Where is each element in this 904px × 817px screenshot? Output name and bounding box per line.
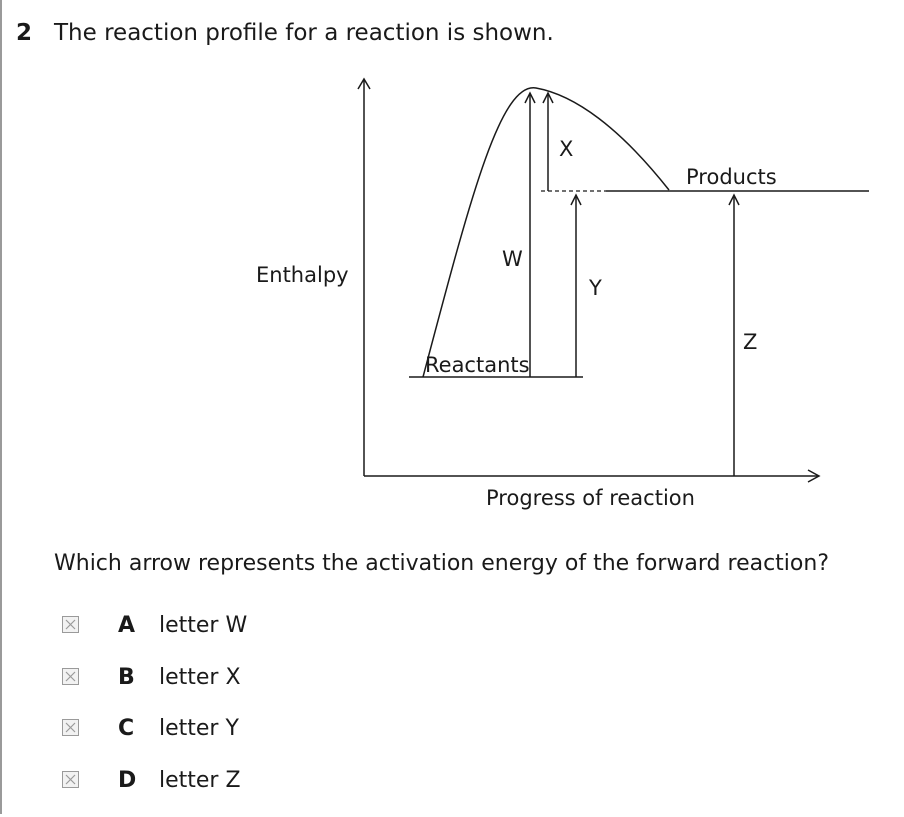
checkbox-cross-icon — [63, 669, 78, 684]
option-d-text: letter Z — [159, 766, 241, 796]
option-c-letter: C — [118, 714, 159, 744]
option-a-letter: A — [118, 611, 159, 641]
checkbox-cross-icon — [63, 720, 78, 735]
option-d[interactable] — [62, 766, 247, 817]
arrow-x-label: X — [559, 137, 573, 161]
checkbox-b[interactable] — [62, 668, 79, 685]
arrow-y-label: Y — [588, 276, 602, 300]
option-b-text: letter X — [159, 663, 241, 693]
checkbox-cross-icon — [63, 617, 78, 632]
option-c[interactable] — [62, 714, 247, 766]
question-prompt: Which arrow represents the activation energy of the forward reaction? — [54, 549, 829, 579]
checkbox-cross-icon — [63, 772, 78, 787]
question-number: 2 — [16, 18, 54, 48]
x-axis-label: Progress of reaction — [486, 486, 695, 510]
checkbox-d[interactable] — [62, 771, 79, 788]
question-intro: The reaction profile for a reaction is shown. — [54, 20, 554, 46]
y-axis-label: Enthalpy — [256, 263, 349, 287]
option-d-letter: D — [118, 766, 159, 796]
reactants-label: Reactants — [425, 353, 530, 377]
checkbox-a[interactable] — [62, 616, 79, 633]
answer-options — [62, 611, 247, 817]
option-a[interactable] — [62, 611, 247, 663]
option-b-letter: B — [118, 663, 159, 693]
arrow-w-label: W — [502, 247, 523, 271]
arrow-z-label: Z — [743, 330, 757, 354]
option-a-text: letter W — [159, 611, 247, 641]
energy-profile-curve — [423, 88, 669, 377]
products-label: Products — [686, 165, 777, 189]
option-c-text: letter Y — [159, 714, 239, 744]
checkbox-c[interactable] — [62, 719, 79, 736]
option-b[interactable] — [62, 663, 247, 715]
